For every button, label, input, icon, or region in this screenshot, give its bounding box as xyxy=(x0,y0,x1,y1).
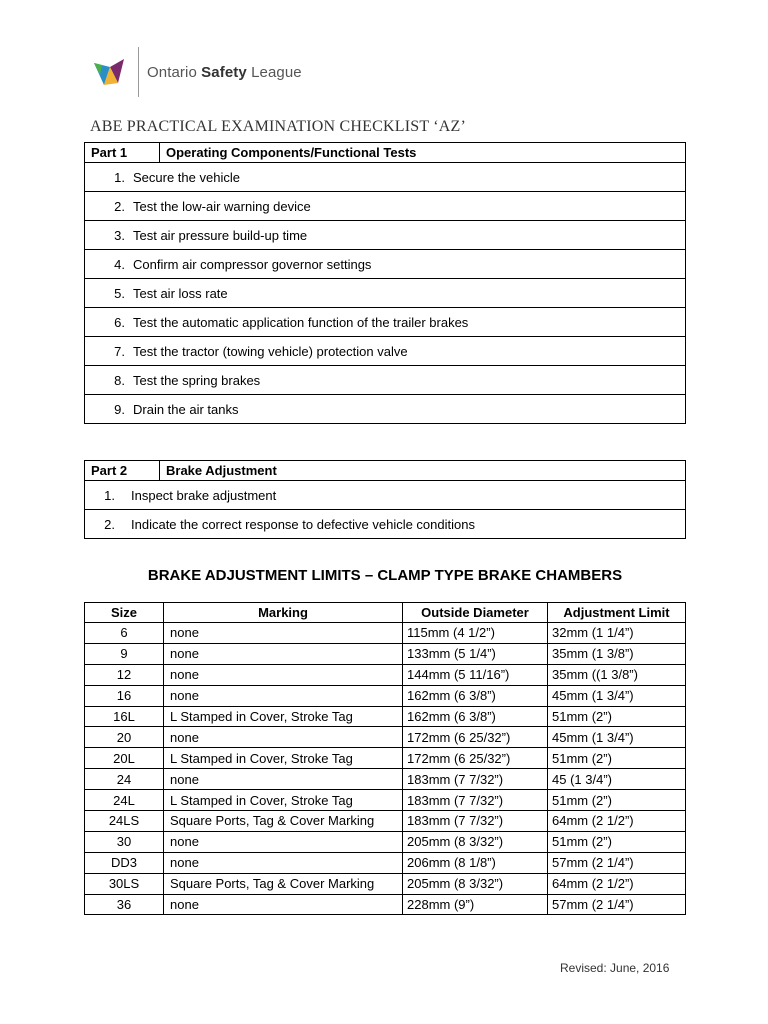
table-row xyxy=(85,769,686,790)
adjustment-limit-cell: 51mm (2”) xyxy=(548,748,686,769)
adjustment-limit-cell: 35mm (1 3/8”) xyxy=(548,643,686,664)
col-header-size: Size xyxy=(85,603,164,623)
checklist-item-text: Inspect brake adjustment xyxy=(131,487,277,503)
col-header-marking: Marking xyxy=(164,603,403,623)
adjustment-limit-cell: 64mm (2 1/2”) xyxy=(548,873,686,894)
adjustment-limit-cell: 57mm (2 1/4”) xyxy=(548,852,686,873)
part2-label: Part 2 xyxy=(85,461,160,481)
marking-cell: none xyxy=(164,769,403,790)
part2-table xyxy=(84,460,686,539)
size-cell: DD3 xyxy=(85,852,164,873)
checklist-item-text: Secure the vehicle xyxy=(133,169,240,185)
marking-cell: none xyxy=(164,852,403,873)
table-row xyxy=(85,748,686,769)
checklist-row: 7. Test the tractor (towing vehicle) protection valve xyxy=(85,337,686,366)
table-row xyxy=(85,623,686,644)
part2-title: Brake Adjustment xyxy=(160,461,686,481)
limits-header-row xyxy=(85,603,686,623)
table-row xyxy=(85,790,686,811)
marking-cell: Square Ports, Tag & Cover Marking xyxy=(164,873,403,894)
checklist-row: 3. Test air pressure build-up time xyxy=(85,221,686,250)
checklist-item-text: Drain the air tanks xyxy=(133,401,239,417)
checklist-item-text: Test air loss rate xyxy=(133,285,228,301)
ontario-safety-league-logo-icon xyxy=(90,53,128,91)
part1-header-row xyxy=(85,143,686,163)
outside-diameter-cell: 172mm (6 25/32”) xyxy=(403,748,548,769)
outside-diameter-cell: 115mm (4 1/2”) xyxy=(403,623,548,644)
marking-cell: none xyxy=(164,664,403,685)
checklist-item-text: Indicate the correct response to defective vehicle conditions xyxy=(131,516,475,532)
adjustment-limit-cell: 57mm (2 1/4”) xyxy=(548,894,686,915)
outside-diameter-cell: 205mm (8 3/32”) xyxy=(403,873,548,894)
checklist-row: 1. Inspect brake adjustment xyxy=(85,481,686,510)
outside-diameter-cell: 205mm (8 3/32”) xyxy=(403,831,548,852)
part2-header-row xyxy=(85,461,686,481)
adjustment-limit-cell: 51mm (2”) xyxy=(548,706,686,727)
table-row xyxy=(85,873,686,894)
adjustment-limit-cell: 64mm (2 1/2”) xyxy=(548,811,686,832)
col-header-adjustment-limit: Adjustment Limit xyxy=(548,603,686,623)
org-logo xyxy=(90,46,302,98)
size-cell: 16 xyxy=(85,685,164,706)
outside-diameter-cell: 183mm (7 7/32”) xyxy=(403,790,548,811)
outside-diameter-cell: 162mm (6 3/8”) xyxy=(403,685,548,706)
outside-diameter-cell: 228mm (9”) xyxy=(403,894,548,915)
size-cell: 24 xyxy=(85,769,164,790)
table-row xyxy=(85,852,686,873)
size-cell: 9 xyxy=(85,643,164,664)
checklist-row: 8. Test the spring brakes xyxy=(85,366,686,395)
part1-title: Operating Components/Functional Tests xyxy=(160,143,686,163)
size-cell: 16L xyxy=(85,706,164,727)
marking-cell: L Stamped in Cover, Stroke Tag xyxy=(164,790,403,811)
size-cell: 30LS xyxy=(85,873,164,894)
checklist-item-text: Test the spring brakes xyxy=(133,372,261,388)
size-cell: 24L xyxy=(85,790,164,811)
outside-diameter-cell: 133mm (5 1/4”) xyxy=(403,643,548,664)
limits-title: BRAKE ADJUSTMENT LIMITS – CLAMP TYPE BRAKE CHAMBERS xyxy=(147,567,623,584)
outside-diameter-cell: 183mm (7 7/32”) xyxy=(403,811,548,832)
table-row xyxy=(85,894,686,915)
table-row xyxy=(85,811,686,832)
size-cell: 6 xyxy=(85,623,164,644)
size-cell: 20 xyxy=(85,727,164,748)
marking-cell: none xyxy=(164,685,403,706)
checklist-item-text: Confirm air compressor governor settings xyxy=(133,256,372,272)
brake-limits-table xyxy=(84,602,686,915)
outside-diameter-cell: 144mm (5 11/16”) xyxy=(403,664,548,685)
table-row xyxy=(85,706,686,727)
checklist-row: 5. Test air loss rate xyxy=(85,279,686,308)
table-row xyxy=(85,664,686,685)
size-cell: 36 xyxy=(85,894,164,915)
table-row xyxy=(85,643,686,664)
adjustment-limit-cell: 45mm (1 3/4”) xyxy=(548,685,686,706)
outside-diameter-cell: 172mm (6 25/32”) xyxy=(403,727,548,748)
size-cell: 20L xyxy=(85,748,164,769)
size-cell: 12 xyxy=(85,664,164,685)
checklist-row: 2. Indicate the correct response to defective vehicle conditions xyxy=(85,510,686,539)
marking-cell: none xyxy=(164,727,403,748)
table-row xyxy=(85,727,686,748)
marking-cell: Square Ports, Tag & Cover Marking xyxy=(164,811,403,832)
revised-date: Revised: June, 2016 xyxy=(560,961,670,975)
adjustment-limit-cell: 45 (1 3/4”) xyxy=(548,769,686,790)
table-row xyxy=(85,831,686,852)
adjustment-limit-cell: 35mm ((1 3/8”) xyxy=(548,664,686,685)
checklist-item-text: Test the automatic application function of the trailer brakes xyxy=(133,314,469,330)
part1-label: Part 1 xyxy=(85,143,160,163)
marking-cell: none xyxy=(164,643,403,664)
size-cell: 24LS xyxy=(85,811,164,832)
size-cell: 30 xyxy=(85,831,164,852)
outside-diameter-cell: 162mm (6 3/8”) xyxy=(403,706,548,727)
marking-cell: none xyxy=(164,894,403,915)
table-row xyxy=(85,685,686,706)
adjustment-limit-cell: 51mm (2”) xyxy=(548,790,686,811)
checklist-item-text: Test the tractor (towing vehicle) protection valve xyxy=(133,343,408,359)
outside-diameter-cell: 183mm (7 7/32”) xyxy=(403,769,548,790)
col-header-outside-diameter: Outside Diameter xyxy=(403,603,548,623)
marking-cell: none xyxy=(164,623,403,644)
checklist-item-text: Test air pressure build-up time xyxy=(133,227,308,243)
checklist-row: 4. Confirm air compressor governor settings xyxy=(85,250,686,279)
checklist-row: 6. Test the automatic application function of the trailer brakes xyxy=(85,308,686,337)
outside-diameter-cell: 206mm (8 1/8”) xyxy=(403,852,548,873)
adjustment-limit-cell: 32mm (1 1/4”) xyxy=(548,623,686,644)
checklist-row: 2. Test the low-air warning device xyxy=(85,192,686,221)
marking-cell: none xyxy=(164,831,403,852)
adjustment-limit-cell: 45mm (1 3/4”) xyxy=(548,727,686,748)
adjustment-limit-cell: 51mm (2”) xyxy=(548,831,686,852)
logo-divider xyxy=(138,47,139,97)
marking-cell: L Stamped in Cover, Stroke Tag xyxy=(164,748,403,769)
document-title: ABE PRACTICAL EXAMINATION CHECKLIST ‘AZ’ xyxy=(90,118,466,135)
checklist-row: 1. Secure the vehicle xyxy=(85,163,686,192)
org-name: Ontario Safety League xyxy=(147,63,302,81)
marking-cell: L Stamped in Cover, Stroke Tag xyxy=(164,706,403,727)
part1-table xyxy=(84,142,686,424)
checklist-row: 9. Drain the air tanks xyxy=(85,395,686,424)
checklist-item-text: Test the low-air warning device xyxy=(133,198,311,214)
